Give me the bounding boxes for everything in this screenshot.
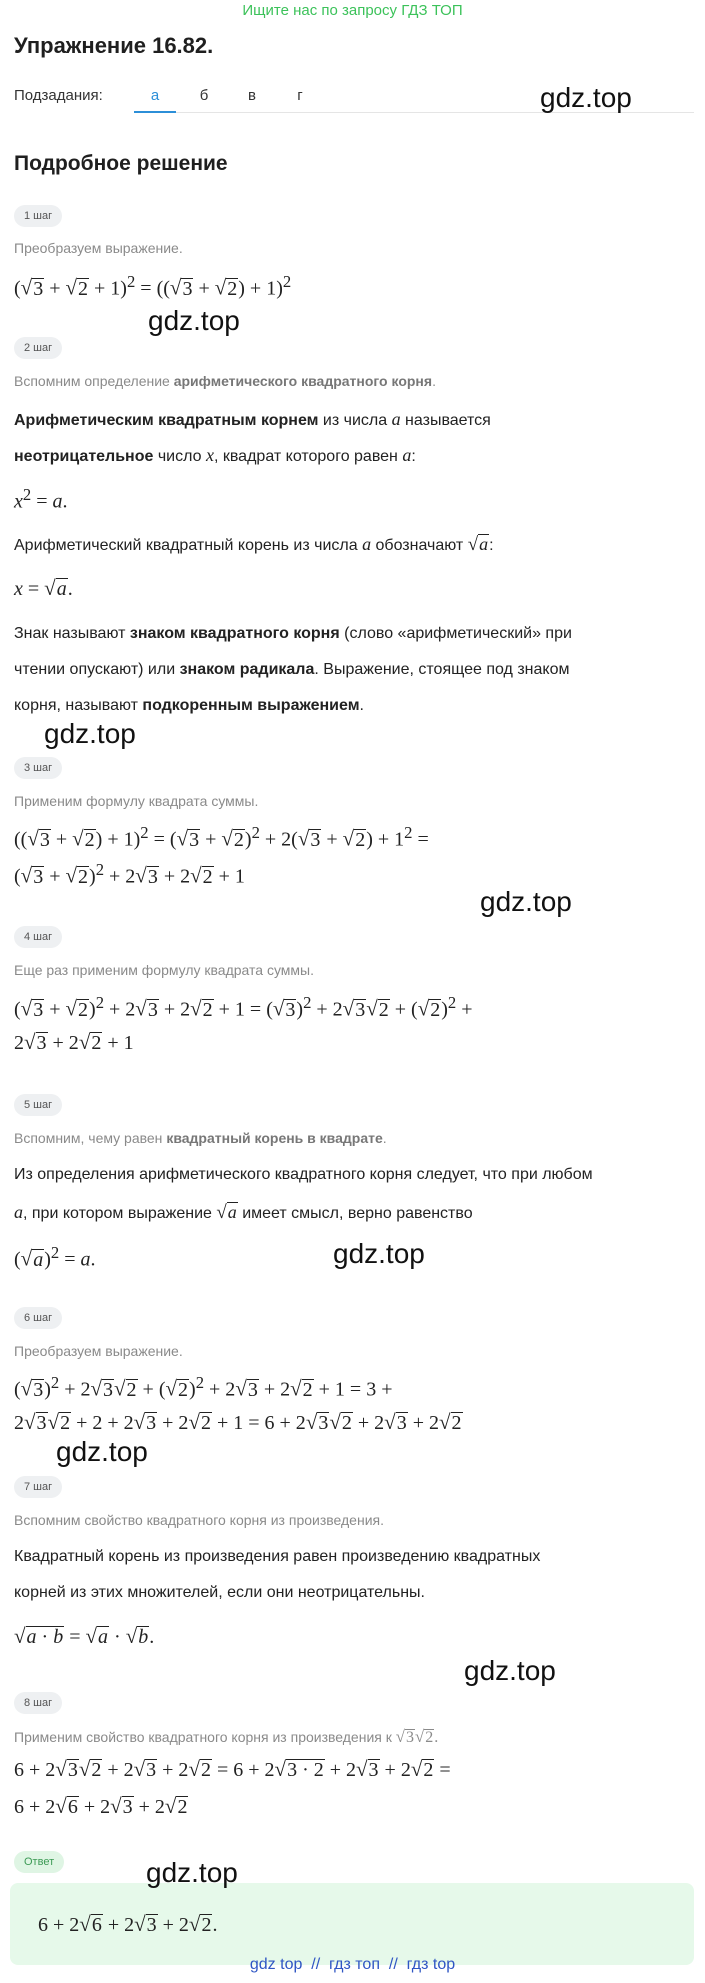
paragraph: Из определения арифметического квадратного корня следует, что при любом [14,1166,593,1183]
footer-links[interactable]: gdz top // гдз топ // гдз top [249,1956,456,1973]
watermark: gdz.top [56,1436,148,1467]
math-expression: 2√3 + 2√2 + 1 [14,1030,134,1054]
page-title: Упражнение 16.82. [14,33,214,58]
step-badge: 7 шаг [14,1476,62,1498]
paragraph: Арифметическим квадратным корнем из числа a называется [14,409,491,429]
step-badge: 4 шаг [14,926,62,948]
watermark: gdz.top [146,1857,238,1888]
paragraph: корней из этих множителей, если они неотрицательны. [14,1584,425,1601]
math-expression: 6 + 2√6 + 2√3 + 2√2 [14,1794,188,1818]
section-title: Подробное решение [14,152,228,175]
step-hint: Применим формулу квадрата суммы. [14,793,259,809]
step-badge: 3 шаг [14,757,62,779]
step-badge: 1 шаг [14,205,62,227]
watermark: gdz.top [333,1238,425,1269]
answer-badge: Ответ [14,1851,64,1873]
math-expression: $(√3)^2 + 2√3√2 + (√2)^2 + 2√3 + 2√2 + 1 = 3$ + [14,1373,393,1401]
math-expression: $((√3 + √2) + 1)^2 = (√3 + √2)^2 + 2(√3 + √2) + 1^2$ = [14,823,429,851]
step-badge: 8 шаг [14,1692,62,1714]
math-expression: 2√3√2 + 2 + 2√3 + 2√2 + 1 = 6 + 2√3√2 + 2√3 + 2√2 [14,1410,462,1434]
watermark: gdz.top [44,718,136,749]
watermark: gdz.top [480,886,572,917]
math-expression: $(√3 + √2)^2 + 2√3 + 2√2 + 1$ [14,860,245,888]
paragraph: чтении опускают) или знаком радикала. Выражение, стоящее под знаком [14,661,570,678]
math-expression: $(√a)^2 = a$. [14,1243,96,1271]
math-expression: $(√3 + √2 + 1)^2 = ((√3 + √2) + 1)^2$ [14,272,292,300]
active-tab-indicator [134,111,176,113]
math-expression: $x^2 = a$. [14,485,68,513]
watermark: gdz.top [148,305,240,336]
step-hint: Преобразуем выражение. [14,240,183,256]
tab-g[interactable]: г [297,87,303,104]
math-expression: x = √a. [14,576,73,600]
step-hint: Применим свойство квадратного корня из произведения к √3√2. [14,1727,439,1746]
tab-v[interactable]: в [248,87,256,104]
tab-a[interactable]: а [150,87,160,104]
step-badge: 2 шаг [14,337,62,359]
step-hint: Еще раз применим формулу квадрата суммы. [14,962,314,978]
step-hint: Вспомним свойство квадратного корня из произведения. [14,1512,384,1528]
paragraph: Знак называют знаком квадратного корня (слово «арифметический» при [14,625,572,642]
top-banner[interactable]: Ищите нас по запросу ГДЗ ТОП [242,2,463,19]
paragraph: Арифметический квадратный корень из числа a обозначают √a: [14,534,494,555]
math-expression: 6 + 2√3√2 + 2√3 + 2√2 = 6 + 2√3 · 2 + 2√3 + 2√2 = [14,1757,451,1781]
subtasks-label: Подзадания: [14,87,103,104]
math-expression: $(√3 + √2)^2 + 2√3 + 2√2 + 1 = (√3)^2 + 2√3√2 + (√2)^2$ + [14,993,473,1021]
paragraph: a, при котором выражение √a имеет смысл, верно равенство [14,1202,473,1223]
watermark: gdz.top [464,1655,556,1686]
watermark: gdz.top [540,82,632,113]
step-hint: Вспомним определение арифметического квадратного корня. [14,373,436,389]
step-hint: Преобразуем выражение. [14,1343,183,1359]
answer-expression: 6 + 2√6 + 2√3 + 2√2. [38,1912,218,1936]
paragraph: Квадратный корень из произведения равен произведению квадратных [14,1548,541,1565]
step-hint: Вспомним, чему равен квадратный корень в квадрате. [14,1130,387,1146]
math-expression: √a · b = √a · √b. [14,1624,155,1648]
tab-b[interactable]: б [199,87,209,104]
step-badge: 6 шаг [14,1307,62,1329]
paragraph: неотрицательное число x, квадрат которого равен a: [14,445,416,465]
step-badge: 5 шаг [14,1094,62,1116]
paragraph: корня, называют подкоренным выражением. [14,697,364,714]
